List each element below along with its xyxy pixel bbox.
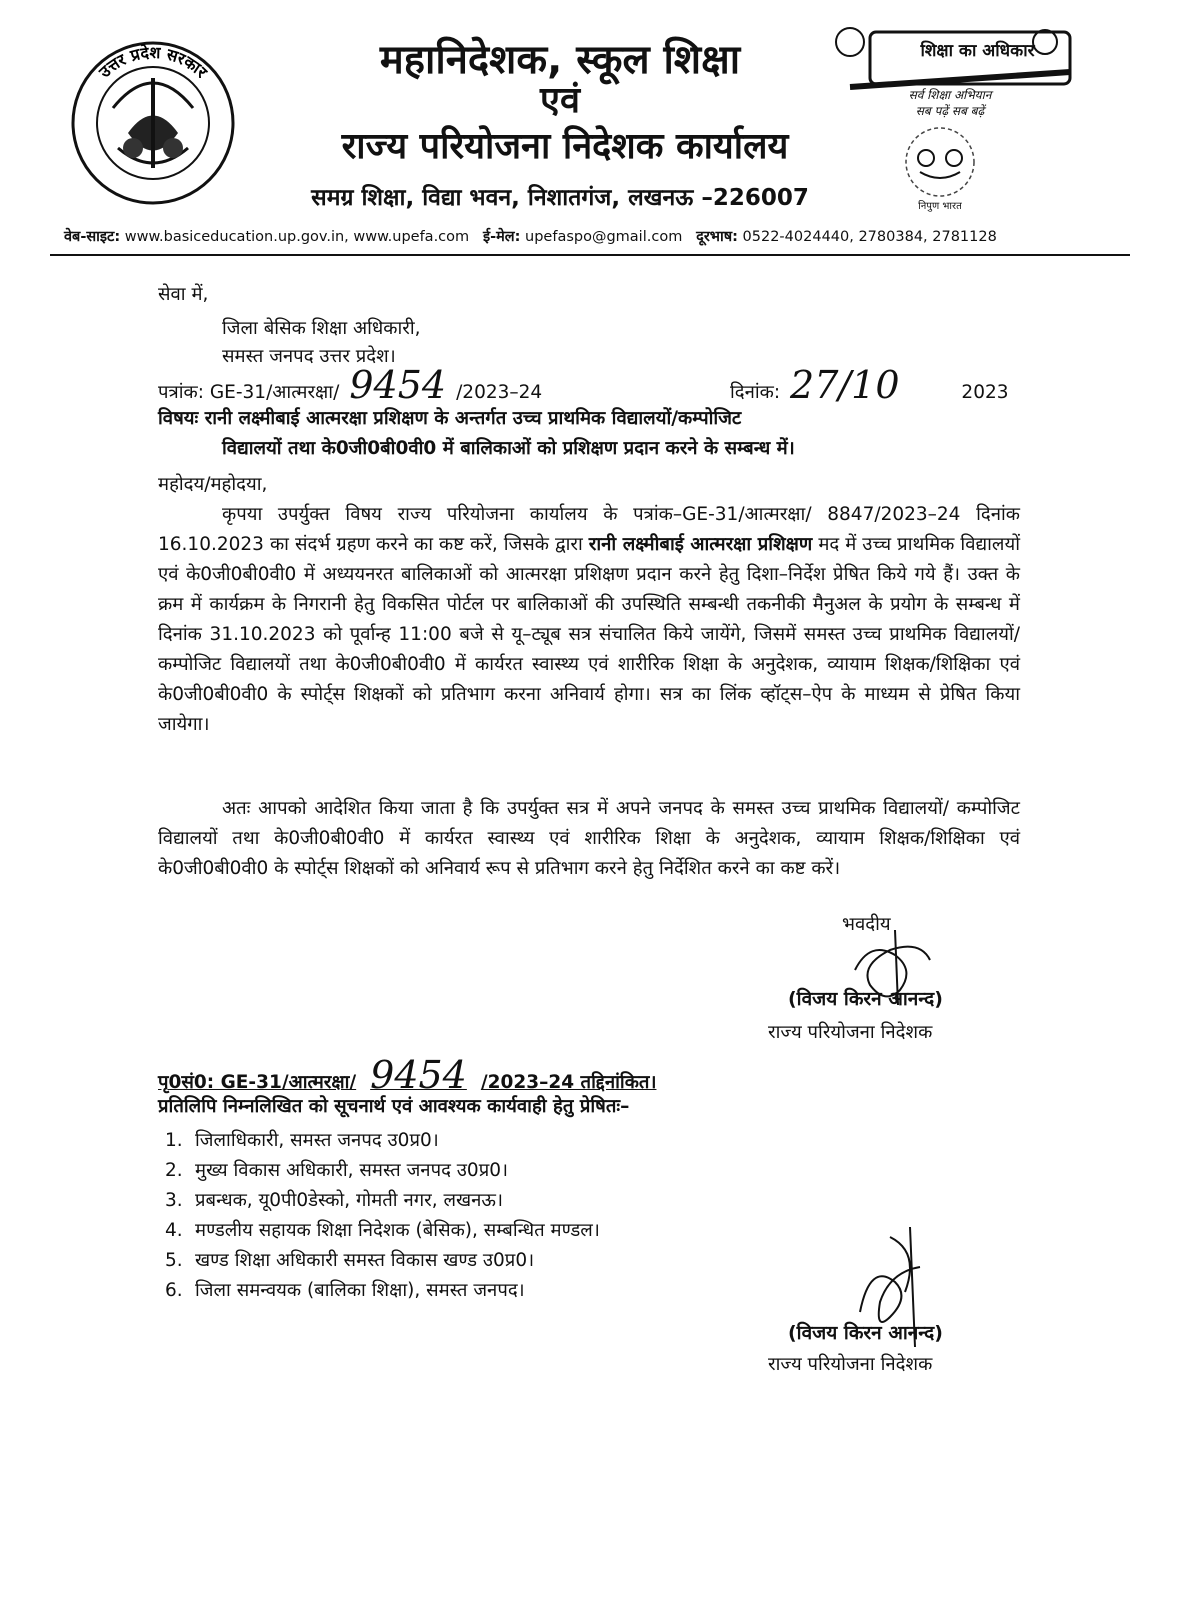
subject-label: विषयः [158, 408, 199, 429]
list-item: 2. मुख्य विकास अधिकारी, समस्त जनपद उ0प्र0। [165, 1160, 508, 1181]
email-label: ई-मेल: [482, 229, 521, 245]
svg-text:उत्तर प्रदेश सरकार [94, 43, 212, 83]
date-block [730, 363, 1009, 408]
ref-number-handwritten: 9454 [349, 363, 447, 407]
date-year: 2023 [961, 382, 1009, 403]
web-label: वेब-साइट: [64, 229, 121, 245]
copies-list [165, 1126, 865, 1306]
email-value: upefaspo@gmail.com [525, 229, 683, 245]
subject-line2: विद्यालयों तथा के0जी0बी0वी0 में बालिकाओं को प्रशिक्षण प्रदान करने के सम्बन्ध में। [222, 438, 795, 459]
endorsement-ref-handwritten: 9454 [370, 1053, 467, 1097]
phone-value: 0522-4024440, 2780384, 2781128 [742, 229, 997, 245]
body-paragraph-2: अतः आपको आदेशित किया जाता है कि उपर्युक्त सत्र में अपने जनपद के समस्त उच्च प्राथमिक विद्यालयों/ कम्पोजिट विद्यालयों तथा के0जी0बी0वी0 में कार्यरत स्वास्थ्य एवं शारीरिक शिक्षा के अनुदेशक, व्यायाम शिक्षक/शिक्षिका एवं के0जी0बी0वी0 के स्पोर्ट्स शिक्षकों को अनिवार्य रूप से प्रतिभाग करने हेतु निर्देशित करने का कष्ट करें। [158, 798, 1020, 879]
ref-suffix: /2023–24 [456, 382, 543, 403]
greeting: महोदय/महोदया, [158, 474, 268, 495]
subject-line1 [158, 404, 1028, 434]
up-government-emblem [68, 38, 238, 208]
emblem-text: उत्तर प्रदेश सरकार [95, 42, 212, 82]
office-title-line2: एवं [540, 80, 580, 121]
signatory-name-2: (विजय किरन आनन्द) [788, 1322, 943, 1344]
right-logo-title: शिक्षा का अधिकार [920, 41, 1035, 61]
salutation-to: सेवा में, [158, 284, 209, 305]
endorsement-ref-prefix: पृ0सं0: GE-31/आत्मरक्षा/ [158, 1072, 357, 1093]
signatory-title-1: राज्य परियोजना निदेशक [768, 1022, 933, 1043]
nipun-bharat-icon [906, 128, 974, 196]
para1-part-a: कृपया उपर्युक्त विषय राज्य परियोजना कार्यालय के पत्रांक–GE-31/आत्मरक्षा/ 8847/2023–24 दिनांक 16.10.2023 का संदर्भ ग्रहण करने का कष्ट करें, जिसके द्वारा [158, 504, 1020, 555]
list-item: 3. प्रबन्धक, यू0पी0डेस्को, गोमती नगर, लखनऊ। [165, 1190, 503, 1211]
list-item: 5. खण्ड शिक्षा अधिकारी समस्त विकास खण्ड उ0प्र0। [165, 1250, 535, 1271]
list-item: 1. जिलाधिकारी, समस्त जनपद उ0प्र0। [165, 1130, 439, 1151]
office-title-line3: राज्य परियोजना निदेशक कार्यालय [341, 126, 789, 167]
right-logos [820, 12, 1075, 217]
office-address: समग्र शिक्षा, विद्या भवन, निशातगंज, लखनऊ –226007 [311, 185, 809, 211]
endorsement-ref-suffix: /2023–24 तद्दिनांकित। [480, 1072, 657, 1093]
header-divider [50, 254, 1130, 256]
office-title-line1: महानिदेशक, स्कूल शिक्षा [379, 37, 741, 83]
endorsement-intro: प्रतिलिपि निम्नलिखित को सूचनार्थ एवं आवश्यक कार्यवाही हेतु प्रेषितः– [158, 1096, 630, 1117]
addressee-line1: जिला बेसिक शिक्षा अधिकारी, [222, 318, 421, 339]
signatory-title-2: राज्य परियोजना निदेशक [768, 1354, 933, 1375]
contact-line [64, 226, 1124, 246]
ref-prefix: पत्रांक: GE-31/आत्मरक्षा/ [158, 382, 340, 403]
body-paragraph-1 [158, 500, 1020, 740]
para1-bold: रानी लक्ष्मीबाई आत्मरक्षा प्रशिक्षण [588, 534, 813, 555]
subject-text1: रानी लक्ष्मीबाई आत्मरक्षा प्रशिक्षण के अन्तर्गत उच्च प्राथमिक विद्यालयों/कम्पोजिट [204, 408, 742, 429]
signatory-name-1: (विजय किरन आनन्द) [788, 988, 943, 1010]
closing: भवदीय [842, 914, 891, 935]
para1-part-b: मद में उच्च प्राथमिक विद्यालयों एवं के0जी0बी0वी0 में अध्ययनरत बालिकाओं को आत्मरक्षा प्रशिक्षण प्रदान करने हेतु दिशा–निर्देश प्रेषित किये गये हैं। उक्त के क्रम में कार्यक्रम के निगरानी हेतु विकसित पोर्टल पर बालिकाओं की उपस्थिति सम्बन्धी तकनीकी मैनुअल के प्रयोग के सम्बन्ध में दिनांक 31.10.2023 को पूर्वान्ह 11:00 बजे से यू–ट्यूब सत्र संचालित किये जायेंगे, जिसमें समस्त उच्च प्राथमिक विद्यालयों/कम्पोजिट विद्यालयों तथा के0जी0बी0वी0 में कार्यरत स्वास्थ्य एवं शारीरिक शिक्षा के अनुदेशक, व्यायाम शिक्षक/शिक्षिका एवं के0जी0बी0वी0 के स्पोर्ट्स शिक्षकों को प्रतिभाग करना अनिवार्य होगा। सत्र का लिंक व्हॉट्स–ऐप के माध्यम से प्रेषित किया जायेगा। [158, 534, 1020, 735]
right-logo-sub2: सब पढ़ें सब बढ़ें [915, 104, 985, 118]
list-item: 4. मण्डलीय सहायक शिक्षा निदेशक (बेसिक), सम्बन्धित मण्डल। [165, 1220, 600, 1241]
nipun-label: निपुण भारत [918, 201, 962, 212]
list-item: 6. जिला समन्वयक (बालिका शिक्षा), समस्त जनपद। [165, 1280, 525, 1301]
date-handwritten: 27/10 [790, 363, 900, 407]
addressee-line2: समस्त जनपद उत्तर प्रदेश। [222, 346, 396, 367]
web-value: www.basiceducation.up.gov.in, www.upefa.com [124, 229, 470, 245]
date-label: दिनांक: [730, 382, 781, 403]
right-logo-sub1: सर्व शिक्षा अभियान [908, 88, 992, 102]
phone-label: दूरभाष: [696, 229, 738, 245]
